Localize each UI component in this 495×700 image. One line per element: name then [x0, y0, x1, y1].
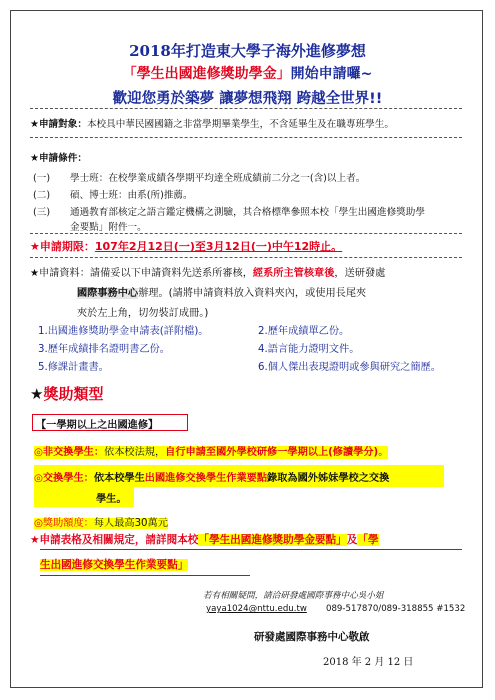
signature-org: 研發處國際事務中心敬啟	[254, 631, 370, 643]
amount-text: 每人最高30萬元	[93, 518, 168, 529]
non-exchange-row	[34, 440, 389, 458]
condition-item	[33, 204, 425, 218]
regulations-text: 申請表格及相關規定，請詳閱本校	[39, 534, 199, 546]
section-title: 【一學期以上之出國進修】	[36, 420, 159, 431]
title-line-2	[0, 63, 495, 83]
regulation-link[interactable]: 「學	[357, 534, 379, 546]
documents-text: 辦理。(請將申請資料放入資料夾內，或使用長尾夾	[138, 288, 367, 299]
amount-label: ◎獎助額度：	[34, 518, 94, 529]
exchange-label: ◎交換學生：	[34, 473, 94, 484]
underline	[40, 575, 250, 576]
non-exchange-red-text: 自行申請至國外學校研修一學期以上(修讀學分)	[165, 447, 379, 458]
deadline-text: 107年2月12日(一)至3月12日(一)中午12時止。	[94, 240, 343, 253]
condition-text: 通過教育部核定之語言鑑定機構之測驗，其合格標準參照本校「學生出國進修獎助學	[70, 207, 425, 218]
document-item: 2.歷年成績單乙份。	[258, 326, 350, 337]
exchange-red-text: 出國進修交換學生作業要點	[144, 473, 268, 484]
exchange-text: 錄取為國外姊妹學校之交換	[267, 473, 390, 484]
contact-phones: 089-517870/089-318855 #1532	[326, 604, 466, 614]
condition-item-continued: 金要點」附件一。	[70, 222, 147, 233]
star-icon: ★	[30, 240, 40, 253]
non-exchange-text: 。	[378, 447, 389, 458]
condition-text: 學士班：在校學業成績各學期平均達全班成績前二分之一(含)以上者。	[70, 173, 366, 184]
document-item: 5.修課計畫書。	[38, 362, 109, 373]
star-icon: ★	[30, 153, 39, 164]
condition-number: (一)	[33, 173, 51, 184]
condition-text: 碩、博士班：由系(所)推薦。	[70, 190, 193, 201]
document-item: 3.歷年成績排名證明書乙份。	[38, 344, 170, 355]
divider	[30, 108, 462, 109]
documents-label: 申請資料：	[38, 268, 90, 279]
applicants-row	[30, 116, 394, 130]
document-item: 6.個人傑出表現證明或參與研究之簡歷。	[258, 362, 441, 373]
regulation-link[interactable]: 生出國進修交換學生作業要點」	[40, 559, 189, 571]
exchange-text: 依本校學生	[93, 473, 145, 484]
signature-date: 2018 年 2 月 12 日	[323, 657, 414, 668]
application-open-text: 開始申請囉~	[290, 66, 373, 82]
documents-text: 請備妥以下申請資料先送系所審核，	[89, 268, 253, 279]
documents-line-3: 夾於左上角，切勿裝訂成冊。)	[77, 308, 209, 319]
condition-item	[33, 187, 193, 201]
divider	[30, 233, 462, 234]
contact-line: 若有相關疑問，請洽研發處國際事務中心吳小姐	[203, 591, 384, 601]
office-name: 國際事務中心	[77, 288, 139, 299]
documents-line-2	[77, 284, 366, 299]
star-icon: ★	[30, 119, 39, 130]
star-icon: ★	[30, 385, 44, 403]
document-item: 1.出國進修獎助學金申請表(詳附檔)。	[38, 326, 209, 337]
regulations-row	[30, 532, 379, 547]
deadline-label: 申請期限：	[39, 240, 95, 253]
condition-item	[33, 170, 366, 184]
scholarship-name: 「學生出國進修獎助學金」	[122, 66, 291, 82]
conditions-heading	[30, 150, 87, 164]
amount-row	[34, 514, 168, 529]
star-icon: ★	[30, 268, 39, 279]
documents-red-text: 經系所主管核章後	[252, 268, 335, 279]
regulations-text: 及	[346, 534, 358, 546]
award-title: 獎助類型	[43, 385, 104, 403]
divider	[30, 137, 462, 138]
exchange-row-continued: 學生。	[96, 494, 127, 505]
award-heading	[30, 383, 103, 404]
regulation-link[interactable]: 「學生出國進修獎助學金要點」	[198, 534, 347, 546]
contact-details	[206, 604, 466, 614]
documents-row	[30, 264, 385, 279]
star-icon: ★	[30, 534, 40, 546]
deadline-row	[30, 238, 342, 254]
exchange-row	[34, 469, 389, 484]
divider	[30, 257, 462, 258]
documents-text: ，送研發處	[334, 268, 386, 279]
applicants-label: 申請對象：	[38, 119, 87, 130]
conditions-label: 申請條件：	[38, 153, 87, 164]
title-line-1: 2018年打造東大學子海外進修夢想	[129, 42, 366, 60]
condition-number: (二)	[33, 190, 51, 201]
non-exchange-text: 依本校法規，	[104, 447, 166, 458]
non-exchange-label: ◎非交換學生：	[34, 447, 105, 458]
document-item: 4.語言能力證明文件。	[258, 344, 360, 355]
title-line-3: 歡迎您勇於築夢 讓夢想飛翔 跨越全世界!!	[112, 91, 383, 107]
contact-email[interactable]: yaya1024@nttu.edu.tw	[206, 604, 307, 614]
regulations-row-continued	[40, 557, 188, 572]
underline	[40, 549, 462, 550]
condition-number: (三)	[33, 207, 51, 218]
applicants-text: 本校具中華民國國籍之非當學期畢業學生，不含延畢生及在職專班學生。	[86, 119, 394, 130]
